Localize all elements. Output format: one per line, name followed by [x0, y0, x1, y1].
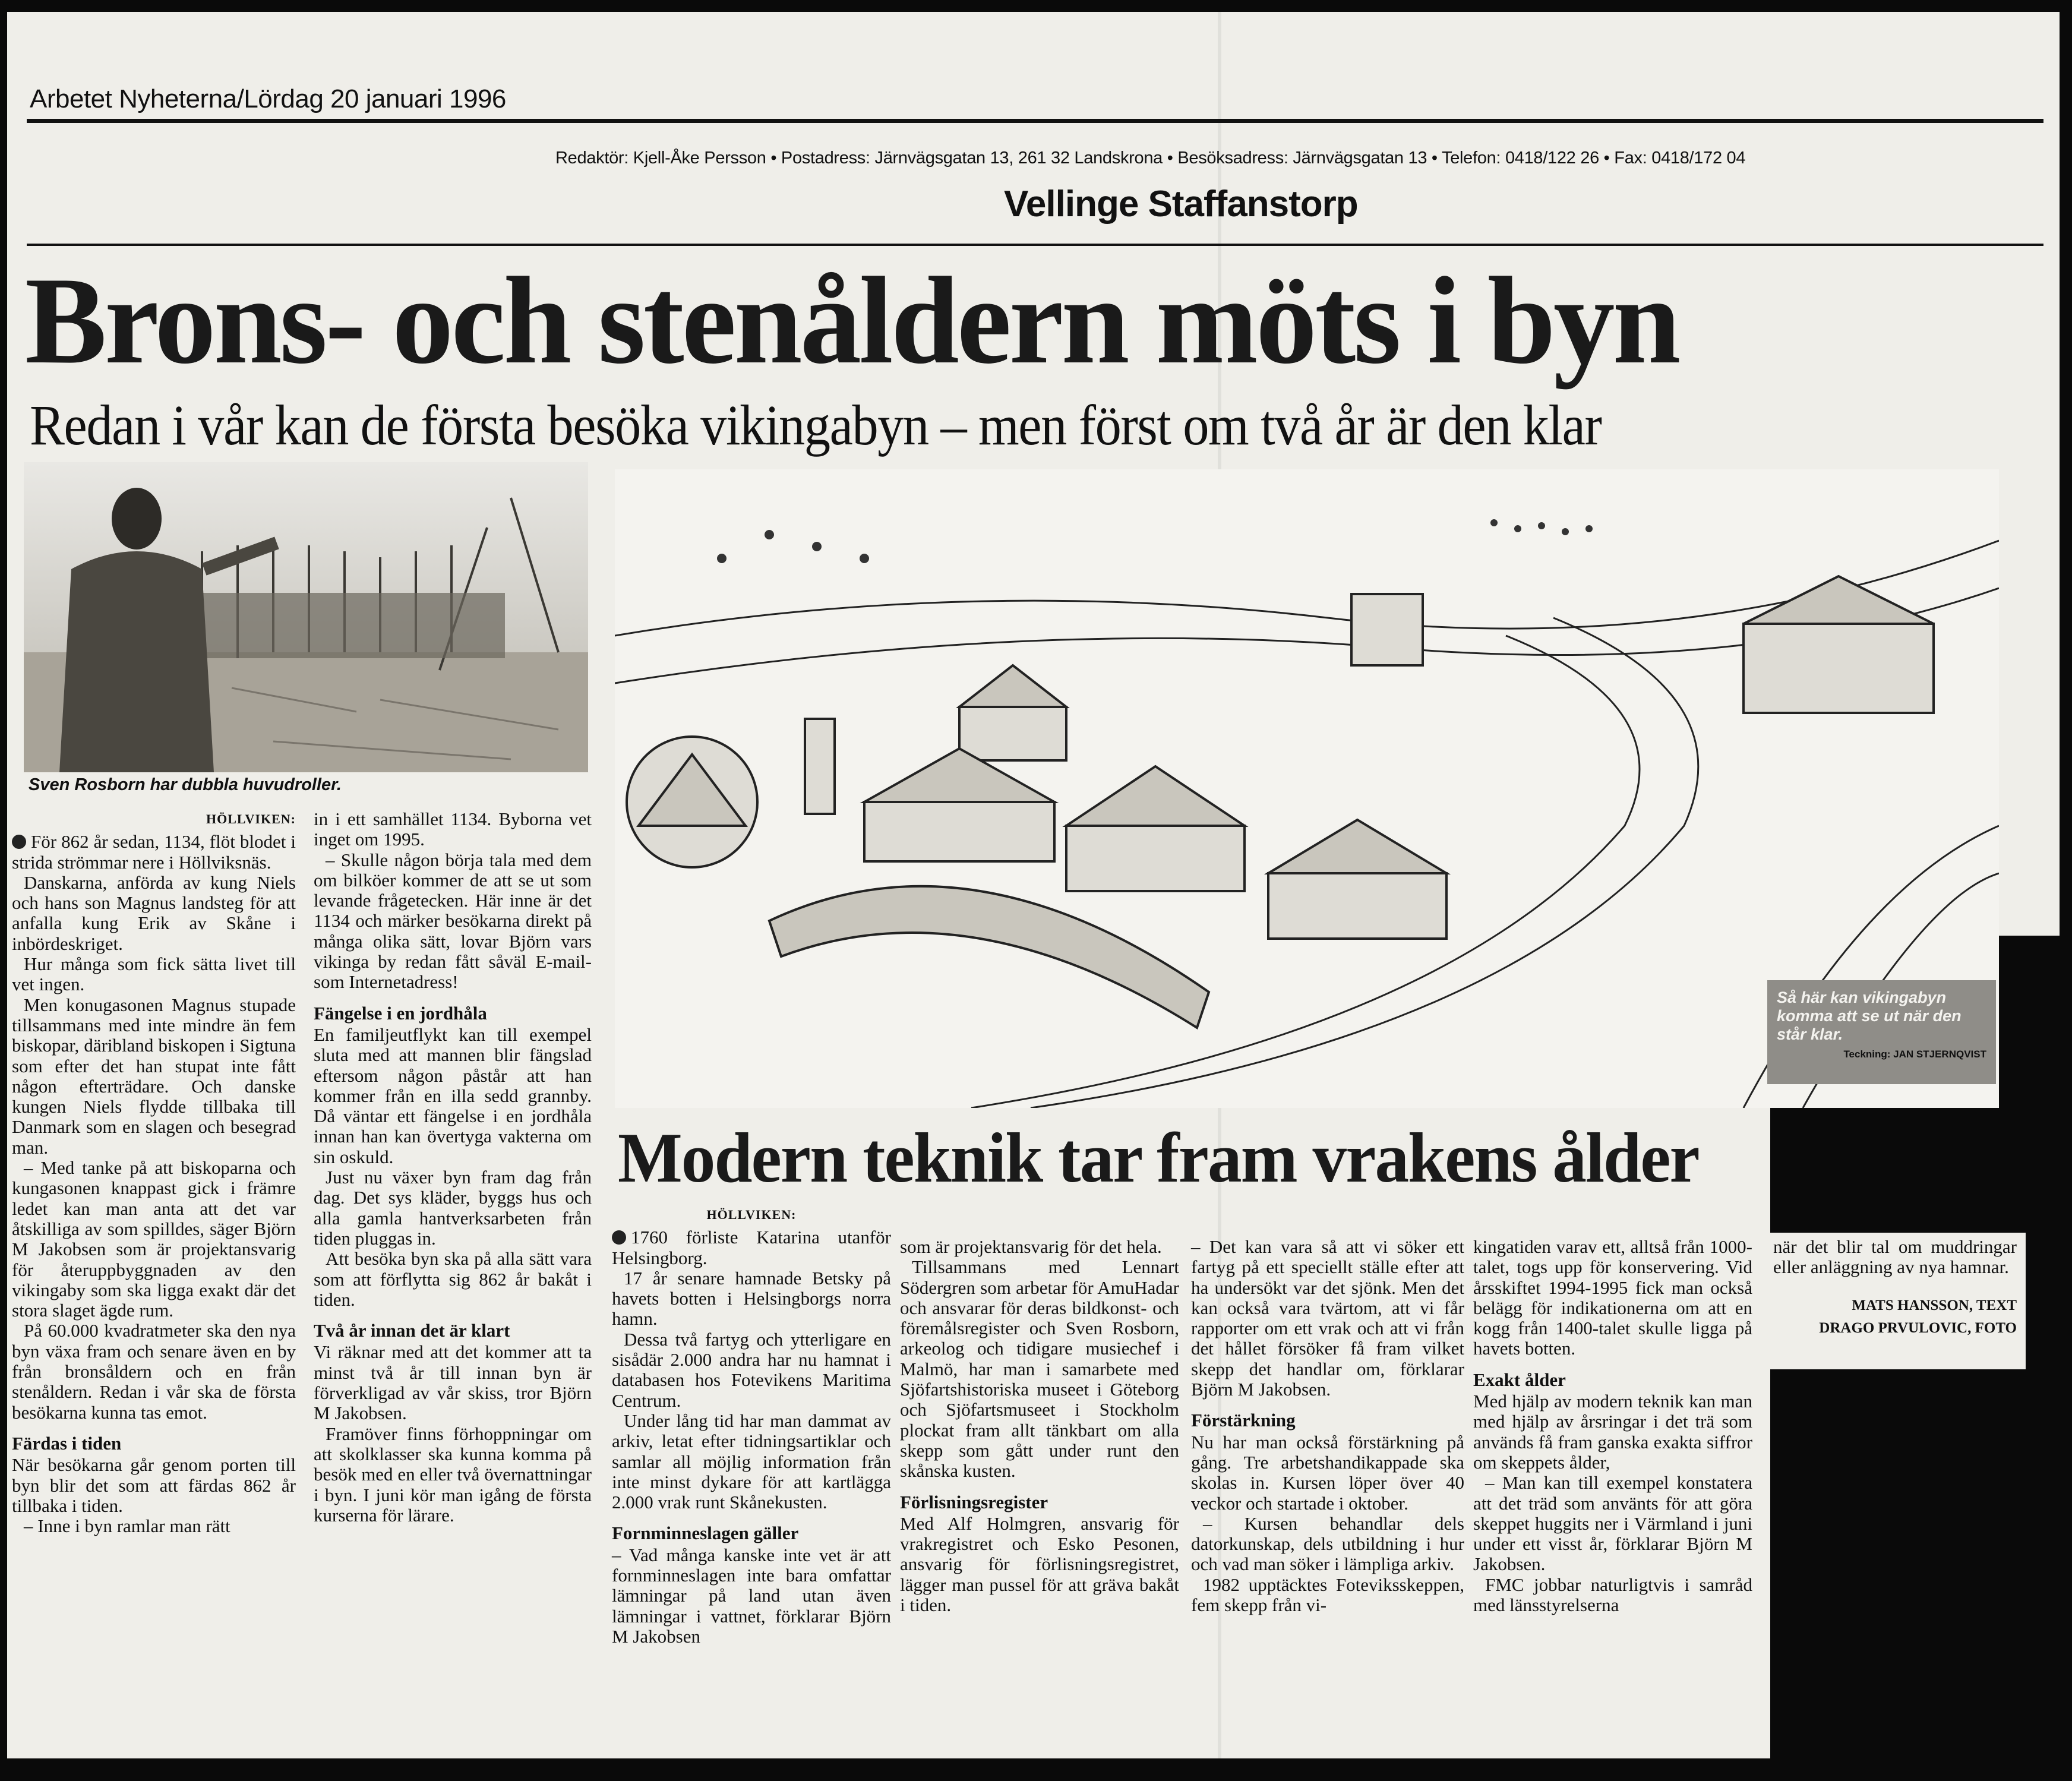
sub-headline: Redan i vår kan de första besöka vikingabyn – men först om två år är den klar	[30, 393, 1602, 457]
section-title: Vellinge Staffanstorp	[1004, 184, 1358, 225]
main-headline: Brons- och stenåldern möts i byn	[25, 252, 1679, 390]
article2-column3	[1191, 1237, 1464, 1615]
paragraph: På 60.000 kvadratmeter ska den nya byn växa fram och senare även en by från bronsåldern och en från stenåldern. Redan i vår ska de första besökarna kunna tas emot.	[12, 1320, 296, 1423]
article1-lead: För 862 år sedan, 1134, flöt blodet i strida strömmar nere i Höllviksnäs.	[12, 831, 296, 873]
subhead-exakt: Exakt ålder	[1473, 1369, 1566, 1390]
paragraph: Med hjälp av modern teknik kan man med hjälp av årsringar i det trä som används få fram ganska exakta siffror om skeppets ålder,	[1473, 1391, 1752, 1473]
article2-column1	[612, 1205, 891, 1647]
byline-text: MATS HANSSON, TEXT	[1852, 1297, 2017, 1313]
paragraph: Just nu växer byn fram dag från dag. Det sys kläder, byggs hus och alla gamla hantverksarbeten från tiden pluggas in.	[314, 1167, 592, 1249]
photo-caption: Sven Rosborn har dubbla huvudroller.	[29, 775, 342, 794]
paragraph: FMC jobbar naturligtvis i samråd med länsstyrelserna	[1473, 1574, 1752, 1616]
paragraph: som är projektansvarig för det hela.	[900, 1236, 1162, 1257]
paragraph: Under lång tid har man dammat av arkiv, letat efter tidningsartiklar och samlar all möjlig information från inte minst dykare för att kartlägga 2.000 vrak runt Skånekusten.	[612, 1410, 891, 1513]
subhead-fangelse: Fängelse i en jordhåla	[314, 1002, 487, 1024]
subhead-fardas: Färdas i tiden	[12, 1432, 122, 1454]
paragraph: Framöver finns förhoppningar om att skolklasser ska kunna komma på besök med en eller två övernattningar i byn. I juni kör man igång de första kurserna för lärare.	[314, 1423, 592, 1526]
paragraph: Tillsammans med Lennart Södergren som arbetar för AmuHadar och ansvarar för deras bildkonst- och föremålsregister och Sven Rosborn, arkeolog och tidigare musiechef i Malmö, har man i samarbete med Sjöfartshistoriska museet i Göteborg och Sjöfartsmuseet i Stockholm plockat fram allt tänkbart om alla skepp som gått under runt den skånska kusten.	[900, 1256, 1179, 1482]
article2-lead: 1760 förliste Katarina utanför Helsingborg.	[612, 1227, 891, 1268]
article2-column4	[1473, 1237, 1752, 1615]
paragraph: – Kursen behandlar dels datorkunskap, dels utbildning i hur och vad man söker i lämpliga arkiv.	[1191, 1512, 1464, 1575]
bullet-icon	[612, 1230, 626, 1245]
masthead-rule	[27, 119, 2043, 123]
illustration-caption-l1: Så här kan vikingabyn	[1777, 989, 1947, 1006]
paragraph: – Skulle någon börja tala med dem om bilköer kommer de att se ut som levande frågetecken. Här inne är det 1134 och märker besökarna direkt på många olika sätt, lovar Björn vars vikinga by redan fått såväl E-mail- som Internetadress!	[314, 849, 592, 993]
paragraph: – Man kan till exempel konstatera att det träd som använts för att göra skeppet huggits ner i Värmland i juni under ett visst år, förklarar Björn M Jakobsen.	[1473, 1472, 1752, 1575]
photo-image	[24, 462, 588, 772]
article2-column5	[1773, 1237, 2017, 1338]
illustration-caption-l2: komma att se ut när den	[1777, 1007, 1962, 1025]
article2-headline: Modern teknik tar fram vrakens ålder	[618, 1118, 1699, 1197]
paragraph: Dessa två fartyg och ytterligare en sisådär 2.000 andra har nu hamnat i databasen hos Fotevikens Maritima Centrum.	[612, 1328, 891, 1411]
paragraph: kingatiden varav ett, alltså från 1000-talet, togs upp för konservering. Vid årsskiftet 1994-1995 fick man också belägg för indikationerna om att en kogg från 1400-talet skulle ligga på havets botten.	[1473, 1236, 1752, 1359]
paragraph: När besökarna går genom porten till byn blir det som att färdas 862 år tillbaka i tiden.	[12, 1454, 296, 1516]
illustration-credit: Teckning: JAN STJERNQVIST	[1843, 1049, 1986, 1060]
paragraph: Danskarna, anförda av kung Niels och hans son Magnus landsteg för att anfalla kung Erik av Skåne i inbördeskriget.	[12, 871, 296, 954]
paragraph: Vi räknar med att det kommer att ta minst två år till innan byn är förverkligad av vår skiss, tror Björn M Jakobsen.	[314, 1341, 592, 1424]
bullet-icon	[12, 835, 26, 849]
paragraph: – Det kan vara så att vi söker ett fartyg på ett speciellt ställe efter att ha undersökt var det sjönk. Men det kan också vara tvärtom, att vi får rapporter om ett vrak och att vi från det hållet försöker få fram vilket skepp det handlar om, förklarar Björn M Jakobsen.	[1191, 1236, 1464, 1400]
paragraph: Med Alf Holmgren, ansvarig för vrakregistret och Esko Pesonen, ansvarig för förlisningsregistret, lägger man pussel för att gräva bakåt i tiden.	[900, 1512, 1179, 1616]
illustration-caption-l3: står klar.	[1777, 1025, 1843, 1043]
article2-dateline: HÖLLVIKEN:	[706, 1207, 797, 1222]
paper-date-line: Arbetet Nyheterna/Lördag 20 januari 1996	[30, 84, 506, 113]
article1-column1	[12, 809, 296, 1536]
byline-photo: DRAGO PRVULOVIC, FOTO	[1819, 1319, 2017, 1336]
contact-line: Redaktör: Kjell-Åke Persson • Postadress: Järnvägsgatan 13, 261 32 Landskrona • Besöksadress: Järnvägsgatan 13 • Telefon: 0418/122 26 • Fax: 0418/172 04	[555, 149, 1746, 168]
paragraph: 1982 upptäcktes Foteviksskeppen, fem skepp från vi-	[1191, 1574, 1464, 1616]
subhead-tva-ar: Två år innan det är klart	[314, 1320, 510, 1341]
article2-column2	[900, 1237, 1179, 1615]
subhead-fornminne: Fornminneslagen gäller	[612, 1523, 799, 1544]
paragraph: Hur många som fick sätta livet till vet ingen.	[12, 953, 296, 995]
section-rule	[27, 244, 2043, 246]
paragraph: 17 år senare hamnade Betsky på havets botten i Helsingborgs norra hamn.	[612, 1267, 891, 1330]
photo-sven-rosborn	[24, 462, 588, 772]
article1-column2	[314, 809, 592, 1526]
subhead-forlisning: Förlisningsregister	[900, 1491, 1048, 1512]
article1-dateline: HÖLLVIKEN:	[206, 811, 296, 826]
paragraph: – Inne i byn ramlar man rätt	[24, 1515, 230, 1537]
illustration-caption-box	[1767, 980, 1996, 1084]
paragraph: Men konugasonen Magnus stupade tillsammans med inte mindre än fem biskopar, däribland biskopen i Sigtuna som efter det han stupat inte fått någon efterträdare. Och danske kungen Niels flydde tillbaka till Danmark som en slagen och besegrad man.	[12, 994, 296, 1158]
paragraph: – Vad många kanske inte vet är att fornminneslagen inte bara omfattar lämningar på land utan även lämningar i vattnet, förklarar Björn M Jakobsen	[612, 1544, 891, 1647]
paragraph: – Med tanke på att biskoparna och kungasonen knappast gick i främre ledet kan man anta att det var åtskilliga av som spilldes, säger Björn M Jakobsen som är projektansvarig för återuppbyggnaden av den vikingaby som ska ligga exakt där det stora slaget ägde rum.	[12, 1157, 296, 1321]
paragraph: Att besöka byn ska på alla sätt vara som att förflytta sig 862 år bakåt i tiden.	[314, 1248, 592, 1310]
subhead-forstarkning: Förstärkning	[1191, 1410, 1296, 1431]
paragraph: Nu har man också förstärkning på gång. Tre arbetshandikappade ska skolas in. Kursen löper över 40 veckor och startade i oktober.	[1191, 1431, 1464, 1514]
paragraph: En familjeutflykt kan till exempel sluta med att mannen blir fängslad eftersom någon påstår att han kommer från en illa sedd grannby. Då väntar ett fängelse i en jordhåla innan han kan övertyga vakterna om sin oskuld.	[314, 1024, 592, 1167]
paragraph: när det blir tal om muddringar eller anläggning av nya hamnar.	[1773, 1236, 2017, 1278]
paragraph: in i ett samhället 1134. Byborna vet inget om 1995.	[314, 809, 592, 850]
